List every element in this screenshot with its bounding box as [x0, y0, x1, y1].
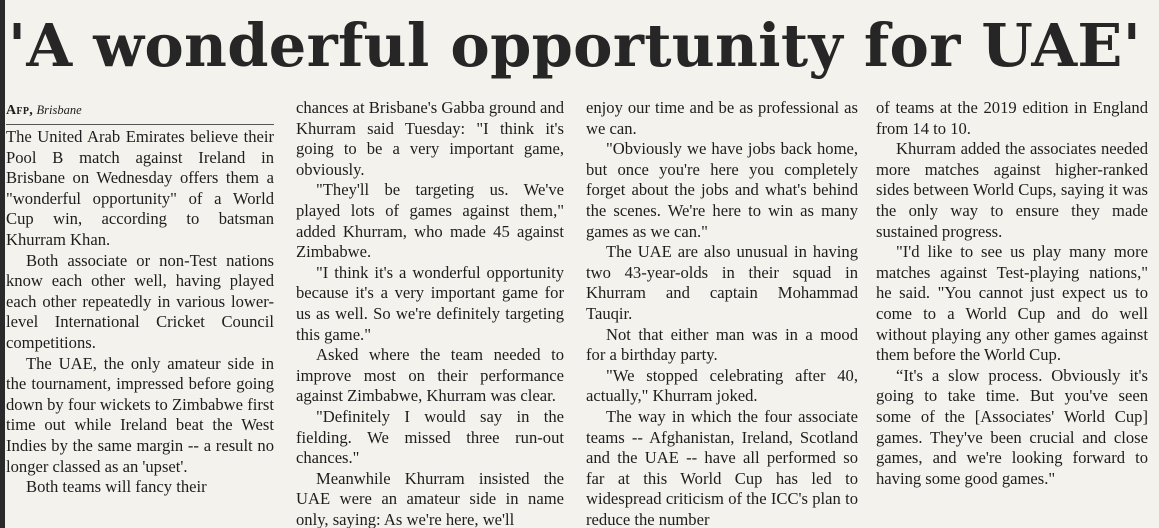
paragraph: “It's a slow process. Obviously it's going to take time. But you've seen some of the [Associates' World Cup] games. They've been crucial and close games, and we're looking forward to having some good games." [876, 365, 1148, 488]
article-column-1 [6, 98, 274, 528]
byline-place: Brisbane [36, 103, 82, 117]
paragraph: "They'll be targeting us. We've played lots of games against them," added Khurram, who made 45 against Zimbabwe. [296, 180, 564, 262]
byline-agency: Afp, [6, 103, 34, 118]
paragraph: The United Arab Emirates believe their Pool B match against Ireland in Brisbane on Wednesday offers them a "wonderful opportunity" of a World Cup win, according to batsman Khurram Khan. [6, 127, 274, 249]
paragraph: "I'd like to see us play many more matches against Test-playing nations," he said. "You cannot just expect us to come to a World Cup and do well without playing any other games against them before the World Cup. [876, 242, 1148, 365]
paragraph: Both teams will fancy their [26, 477, 207, 497]
paragraph: Khurram added the associates needed more matches against higher-ranked sides between World Cups, saying it was the only way to ensure they made sustained progress. [876, 139, 1148, 241]
paragraph: "Obviously we have jobs back home, but once you're here you completely forget about the jobs and what's behind the scenes. We're here to win as many games as we can." [586, 139, 858, 241]
byline [6, 98, 274, 125]
left-margin-rule [0, 0, 5, 528]
article-column-3 [586, 98, 858, 528]
paragraph: "We stopped celebrating after 40, actually," Khurram joked. [586, 365, 858, 406]
paragraph: chances at Brisbane's Gabba ground and Khurram said Tuesday: "I think it's going to be a very important game, obviously. [296, 98, 564, 179]
paragraph: The way in which the four associate teams -- Afghanistan, Ireland, Scotland and the UAE -- have all performed so far at this World Cup has led to widespread criticism of the ICC's plan to reduce the number [586, 406, 858, 528]
paragraph: of teams at the 2019 edition in England from 14 to 10. [876, 98, 1148, 138]
headline: 'A wonderful opportunity for UAE' [8, 11, 1142, 80]
article-column-4 [876, 98, 1148, 528]
paragraph: "Definitely I would say in the fielding. We missed three run-out chances." [296, 406, 564, 468]
paragraph: The UAE, the only amateur side in the tournament, impressed before going down by four wickets to Zimbabwe first time out while Ireland beat the West Indies by the same margin -- a result no longer classed as an 'upset'. [6, 353, 274, 476]
paragraph: Both associate or non-Test nations know each other well, having played each other repeatedly in various lower-level International Cricket Council competitions. [6, 250, 274, 352]
paragraph: enjoy our time and be as professional as we can. [586, 98, 858, 138]
paragraph: Meanwhile Khurram insisted the UAE were an amateur side in name only, saying: As we're here, we'll [296, 468, 564, 528]
paragraph: The UAE are also unusual in having two 43-year-olds in their squad in Khurram and captain Mohammad Tauqir. [586, 242, 858, 323]
paragraph: Not that either man was in a mood for a birthday party. [586, 324, 858, 365]
article-column-2 [296, 98, 564, 528]
paragraph: Asked where the team needed to improve most on their performance against Zimbabwe, Khurram was clear. [296, 345, 564, 406]
paragraph: "I think it's a wonderful opportunity because it's a very important game for us as well. So we're definitely targeting this game." [296, 262, 564, 344]
